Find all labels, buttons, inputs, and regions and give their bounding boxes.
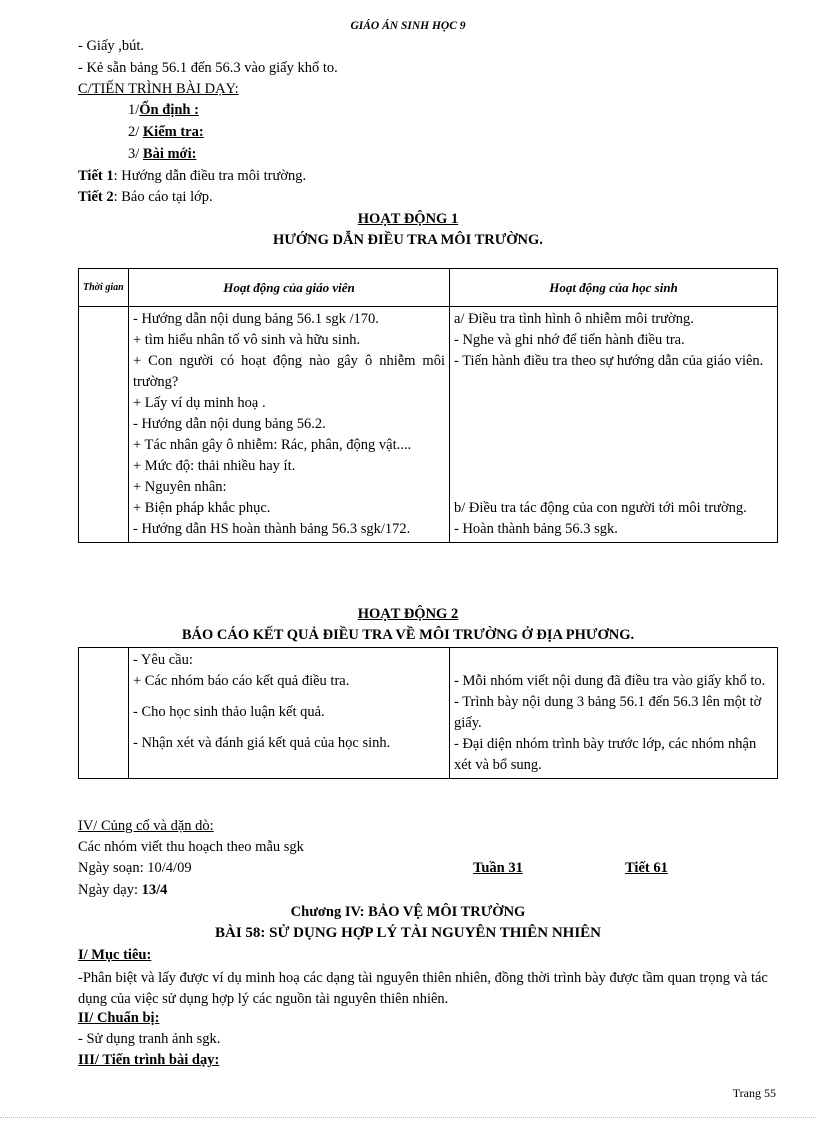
step-1 xyxy=(128,102,199,119)
step-2-label: Kiểm tra: xyxy=(142,124,204,140)
teacher-spacer xyxy=(133,692,445,702)
step-2 xyxy=(128,124,204,141)
page-number: Trang 55 xyxy=(732,1086,776,1100)
student-spacer xyxy=(454,650,773,671)
teacher-line: + Con người có hoạt động nào gây ô nhiễm môi trường? xyxy=(133,353,445,390)
tiet-1-line xyxy=(78,168,306,185)
date-taught xyxy=(78,882,167,899)
time-cell xyxy=(79,648,129,779)
consolidation-text: Các nhóm viết thu hoạch theo mẫu sgk xyxy=(78,839,304,855)
student-line: - Hoàn thành bảng 56.3 sgk. xyxy=(454,521,618,537)
date-taught-value: 13/4 xyxy=(141,882,168,898)
activity-1-table xyxy=(78,268,778,543)
student-line: - Nghe và ghi nhớ để tiến hành điều tra. xyxy=(454,332,685,348)
page-header: GIÁO ÁN SINH HỌC 9 xyxy=(350,20,466,32)
prep-text: - Sử dụng tranh ảnh sgk. xyxy=(78,1031,221,1047)
step-1-label: Ổn định : xyxy=(139,102,199,118)
objectives-text: -Phân biệt và lấy được ví dụ minh hoạ các dạng tài nguyên thiên nhiên, đồng thời trình bày được tầm quan trọng và tác dụng của việc sử dụng hợp lý các nguồn tài nguyên thiên nhiên. xyxy=(78,970,768,1007)
teacher-line: - Cho học sinh thảo luận kết quả. xyxy=(133,704,325,720)
activity-1-subtitle: HƯỚNG DẪN ĐIỀU TRA MÔI TRƯỜNG. xyxy=(273,232,543,248)
tiet-2-label: Tiết 2 xyxy=(78,189,114,205)
student-cell xyxy=(450,648,778,779)
student-cell xyxy=(450,307,778,543)
activity-2-title: HOẠT ĐỘNG 2 xyxy=(357,606,459,622)
teacher-line: + tìm hiểu nhân tố vô sinh và hữu sinh. xyxy=(133,332,361,348)
table-row xyxy=(79,648,778,779)
header-student: Hoạt động của học sinh xyxy=(450,269,778,307)
tiet-2-line xyxy=(78,189,213,206)
prep-title: II/ Chuẩn bị: xyxy=(78,1010,160,1026)
table-row xyxy=(79,307,778,543)
teacher-cell xyxy=(129,307,450,543)
teacher-cell xyxy=(129,648,450,779)
teacher-line: + Mức độ: thải nhiều hay ít. xyxy=(133,458,296,474)
intro-line-2: - Kẻ sẵn bảng 56.1 đến 56.3 vào giấy khổ to. xyxy=(78,60,338,76)
section-c-title: C/TIẾN TRÌNH BÀI DẠY: xyxy=(78,81,239,97)
teacher-spacer xyxy=(133,723,445,733)
teacher-line: - Yêu cầu: xyxy=(133,652,193,668)
teacher-line: + Nguyên nhân: xyxy=(133,479,227,495)
student-line: - Trình bày nội dung 3 bảng 56.1 đến 56.3 lên một tờ giấy. xyxy=(454,694,762,731)
time-cell xyxy=(79,307,129,543)
student-line: b/ Điều tra tác động của con người tới môi trường. xyxy=(454,500,747,516)
date-prepared-value: 10/4/09 xyxy=(147,860,192,876)
student-line: - Đại diện nhóm trình bày trước lớp, các nhóm nhận xét và bổ sung. xyxy=(454,736,757,773)
step-3-label: Bài mới: xyxy=(142,146,197,162)
header-teacher: Hoạt động của giáo viên xyxy=(129,269,450,307)
activity-2-subtitle: BÁO CÁO KẾT QUẢ ĐIỀU TRA VỀ MÔI TRƯỜNG Ở ĐỊA PHƯƠNG. xyxy=(181,627,635,643)
step-2-num: 2/ xyxy=(128,124,140,140)
teacher-line: - Hướng dẫn nội dung bảng 56.2. xyxy=(133,416,326,432)
student-line: a/ Điều tra tình hình ô nhiễm môi trường. xyxy=(454,311,694,327)
step-3 xyxy=(128,146,196,163)
week-label: Tuần 31 xyxy=(473,860,523,876)
period-label: Tiết 61 xyxy=(625,860,668,876)
step-1-num: 1/ xyxy=(128,102,140,118)
bottom-divider xyxy=(0,1117,816,1118)
step-3-num: 3/ xyxy=(128,146,140,162)
date-taught-label: Ngày dạy: xyxy=(78,882,138,898)
tiet-1-label: Tiết 1 xyxy=(78,168,114,184)
date-prepared-label: Ngày soạn: xyxy=(78,860,144,876)
teacher-line: - Hướng dẫn nội dung bảng 56.1 sgk /170. xyxy=(133,311,379,327)
header-time: Thời gian xyxy=(79,269,129,307)
date-prepared xyxy=(78,860,192,877)
process-title: III/ Tiến trình bài dạy: xyxy=(78,1052,220,1068)
activity-1-title: HOẠT ĐỘNG 1 xyxy=(357,211,459,227)
intro-line-1: - Giấy ,bút. xyxy=(78,38,145,54)
teacher-line: - Nhận xét và đánh giá kết quả của học sinh. xyxy=(133,735,391,751)
teacher-line: + Biện pháp khắc phục. xyxy=(133,500,271,516)
teacher-line: + Tác nhân gây ô nhiễm: Rác, phân, động vật.... xyxy=(133,437,412,453)
consolidation-title: IV/ Củng cố và dặn dò: xyxy=(78,818,214,834)
teacher-line: + Các nhóm báo cáo kết quả điều tra. xyxy=(133,673,350,689)
teacher-line: + Lấy ví dụ minh hoạ . xyxy=(133,395,266,411)
tiet-1-text: : Hướng dẫn điều tra môi trường. xyxy=(113,168,307,184)
activity-2-table xyxy=(78,647,778,779)
student-spacer xyxy=(454,372,773,498)
student-line: - Mỗi nhóm viết nội dung đã điều tra vào giấy khổ to. xyxy=(454,673,766,689)
objectives-title: I/ Mục tiêu: xyxy=(78,947,152,963)
student-line: - Tiến hành điều tra theo sự hướng dẫn của giáo viên. xyxy=(454,353,764,369)
lesson-title: BÀI 58: SỬ DỤNG HỢP LÝ TÀI NGUYÊN THIÊN NHIÊN xyxy=(214,925,602,941)
tiet-2-text: : Báo cáo tại lớp. xyxy=(113,189,213,205)
table-header-row xyxy=(79,269,778,307)
teacher-line: - Hướng dẫn HS hoàn thành bảng 56.3 sgk/172. xyxy=(133,521,411,537)
chapter-title: Chương IV: BẢO VỆ MÔI TRƯỜNG xyxy=(290,904,526,920)
